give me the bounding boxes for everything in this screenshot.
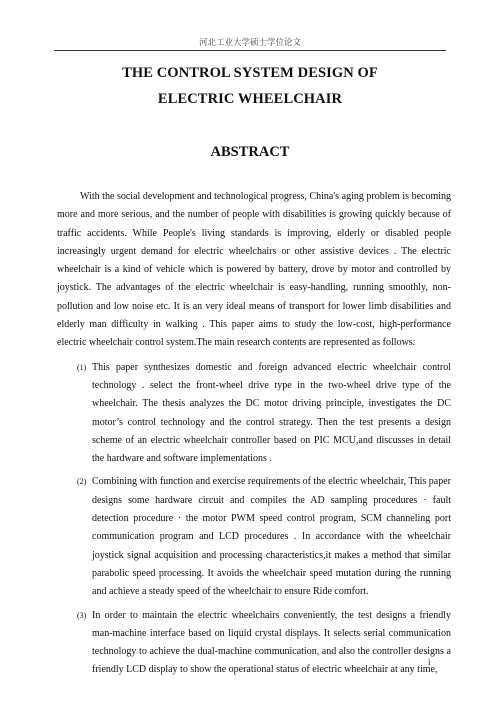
thesis-title-line-2: ELECTRIC WHEELCHAIR: [157, 91, 343, 107]
list-item: [57, 359, 451, 469]
header-rule: [54, 50, 446, 51]
list-item-text: In order to maintain the electric wheelchairs conveniently, the test designs a friendly man-machine interface based on liquid crystal displays. It selects serial communication technology to achieve the dual-machine communication, and also the controller designs a friendly LCD display to show the operational status of electric wheelchair at any time,: [92, 609, 451, 676]
abstract-intro-paragraph: With the social development and technological progress, China's aging problem is becoming more and more serious, and the number of people with disabilities is growing quickly because of traffic accidents. While People's living standards is improving, elderly or disabled people increasingly urgent demand for electric wheelchairs or other assistive devices . The electric wheelchair is a kind of vehicle which is powered by battery, drove by motor and controlled by joystick. The advantages of the electric wheelchair is easy-handling, running smoothly, non-pollution and low noise etc. It is an very ideal means of transport for lower limb disabilities and elderly man difficulty in walking . This paper aims to study the low-cost, high-performance electric wheelchair control system.The main research contents are represented as follows:: [57, 191, 451, 349]
running-header: 河北工业大学硕士学位论文: [198, 38, 301, 48]
abstract-body: [57, 188, 451, 685]
thesis-title-line-1: THE CONTROL SYSTEM DESIGN OF: [122, 65, 378, 81]
list-item-text: This paper synthesizes domestic and foreign advanced electric wheelchair control technology . select the front-wheel drive type in the two-wheel drive type of the wheelchair. The thesis analyzes the DC motor driving principle, investigates the DC motor’s control technology and the control strategy. Then the test presents a design scheme of an electric wheelchair controller based on PIC MCU,and discusses in detail the hardware and software implementations .: [92, 361, 451, 465]
list-item-number: (2): [77, 477, 87, 487]
list-item-text: Combining with function and exercise requirements of the electric wheelchair, This paper designs some hardware circuit and compiles the AD sampling procedures · fault detection procedure · the motor PWM speed control program, SCM channeling port communication program and LCD procedures . In accordance with the wheelchair joystick signal acquisition and processing characteristics,it makes a method that similar parabolic speed processing. It avoids the wheelchair speed mutation during the running and achieve a steady speed of the wheelchair to ensure Ride comfort.: [92, 476, 451, 598]
list-item-number: (1): [77, 362, 87, 372]
list-item-number: (3): [77, 610, 87, 620]
list-item: [57, 607, 451, 680]
abstract-heading: ABSTRACT: [210, 144, 290, 160]
page-number: i: [428, 657, 431, 667]
list-item: [57, 473, 451, 601]
